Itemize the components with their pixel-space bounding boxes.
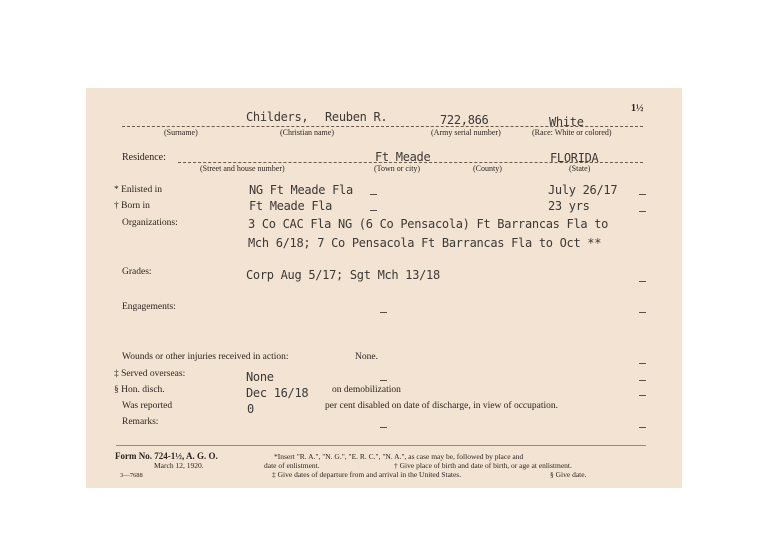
born-label: † Born in [114,201,150,211]
serial-number-value: 722,866 [440,113,489,127]
remarks-dash-2 [639,427,646,428]
enlisted-label: * Enlisted in [114,185,163,195]
footnote-enlistment: *Insert "R. A.", "N. G.", "E. R. C.", "N. A.", as case may be, followed by place and [274,452,524,461]
footer-rule [116,445,646,446]
organizations-label: Organizations: [122,218,178,228]
surname-value: Childers, [246,110,309,124]
town-label: (Town or city) [374,164,421,173]
engagements-label: Engagements: [122,302,176,312]
wounds-label: Wounds or other injuries received in action: [122,352,289,362]
wounds-dash [639,363,646,364]
discharge-date-value: Dec 16/18 [246,386,309,400]
residence-rule [178,162,643,163]
race-value: White [549,115,584,129]
discharge-label: § Hon. disch. [114,385,165,395]
race-label: (Race: White or colored) [532,128,612,137]
enlisted-in-value: NG Ft Meade Fla [249,183,353,197]
demobilization-text: on demobilization [332,385,401,395]
percent-disabled-value: 0 [247,402,254,416]
engagements-dash-1 [380,312,387,313]
surname-label: (Surname) [164,128,198,137]
served-overseas-value: None [246,370,274,384]
grades-label: Grades: [122,267,152,277]
engagements-dash-2 [639,312,646,313]
name-rule [122,126,643,127]
county-label: (County) [473,164,502,173]
christian-name-label: (Christian name) [280,128,334,137]
street-label: (Street and house number) [200,164,285,173]
footnote-birth: † Give place of birth and date of birth, or age at enlistment. [394,461,572,470]
wounds-value: None. [355,352,378,362]
born-in-value: Ft Meade Fla [249,199,333,213]
served-dash-2 [639,380,646,381]
service-record-card [86,88,682,488]
age-dash [639,211,646,212]
remarks-dash-1 [380,427,387,428]
residence-label: Residence: [122,152,166,163]
enlisted-date-dash [639,194,646,195]
form-number: Form No. 724-1½, A. G. O. [115,451,218,461]
remarks-label: Remarks: [122,417,159,427]
born-dash [370,210,377,211]
grades-value: Corp Aug 5/17; Sgt Mch 13/18 [246,268,440,282]
town-value: Ft Meade [375,150,431,164]
organizations-line-2: Mch 6/18; 7 Co Pensacola Ft Barrancas Fla to Oct ** [248,236,602,250]
footnote-discharge: § Give date. [550,470,587,479]
age-value: 23 yrs [548,199,590,213]
footnote-enlistment-cont: date of enlistment. [264,461,320,470]
state-value: FLORIDA [550,151,599,165]
footnote-overseas: ‡ Give dates of departure from and arrival in the United States. [272,470,462,479]
enlisted-date-value: July 26/17 [548,183,618,197]
serial-number-label: (Army serial number) [431,128,501,137]
reported-label: Was reported [122,401,173,411]
enlisted-dash [370,194,377,195]
corner-number: 1½ [631,103,644,114]
served-overseas-label: ‡ Served overseas: [114,369,186,379]
discharge-dash [639,395,646,396]
christian-name-value: Reuben R. [325,110,388,124]
organizations-line-1: 3 Co CAC Fla NG (6 Co Pensacola) Ft Barrancas Fla to [248,217,609,231]
served-dash-1 [380,380,387,381]
grades-dash [639,281,646,282]
state-label: (State) [569,164,591,173]
disabled-text: per cent disabled on date of discharge, in view of occupation. [325,401,559,411]
print-code: 3—7688 [120,472,143,479]
form-date: March 12, 1920. [154,461,204,470]
